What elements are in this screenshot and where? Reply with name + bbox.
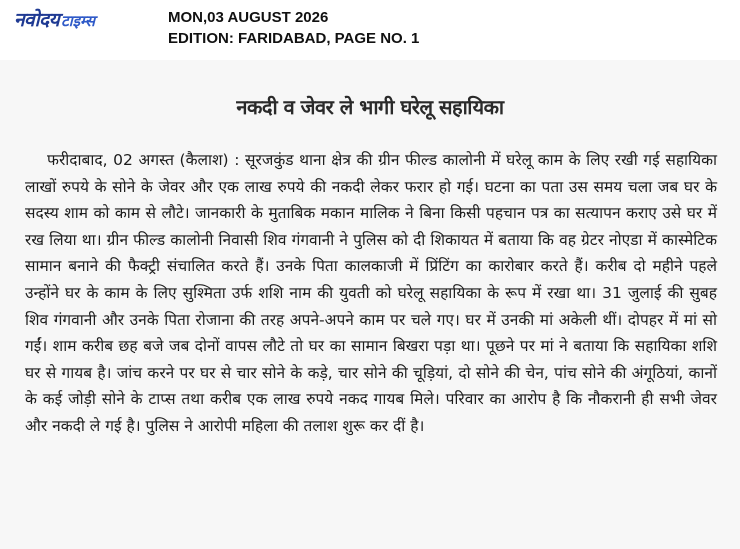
logo-sub-text: टाइम्स [61, 12, 95, 30]
article-body: फरीदाबाद, 02 अगस्त (कैलाश) : सूरजकुंड थाना क्षेत्र की ग्रीन फील्ड कालोनी में घरेलू काम के लिए रखी गई सहायिका लाखों रुपये के सोने के जेवर और एक लाख रुपये की नकदी लेकर फरार हो गई। घटना का पता उस समय चला जब घर के सदस्य शाम को काम से लौटे। जानकारी के मुताबिक मकान मालिक ने बिना किसी पहचान पत्र का सत्यापन कराए उसे घर में रख लिया था। ग्रीन फील्ड कालोनी निवासी शिव गंगवानी ने पुलिस को दी शिकायत में बताया कि वह ग्रेटर नोएडा में कास्मेटिक सामान बनाने की फैक्ट्री संचालित करते हैं। उनके पिता कालकाजी में प्रिंटिंग का कारोबार करते हैं। करीब दो महीने पहले उन्होंने घर के काम के लिए सुश्मिता उर्फ शशि नाम की युवती को घरेलू सहायिका के रूप में रखा था। 31 जुलाई की सुबह शिव गंगवानी और उनके पिता रोजाना की तरह अपने-अपने काम पर चले गए। घर में उनकी मां अकेली थीं। दोपहर में मां सो गईं। शाम करीब छह बजे जब दोनों वापस लौटे तो घर का सामान बिखरा पड़ा था। पूछने पर मां ने बताया कि सहायिका शशि घर से गायब है। जांच करने पर घर से चार सोने के कड़े, चार सोने की चूड़ियां, दो सोने की चेन, पांच सोने की अंगूठियां, कानों के कई जोड़ी सोने के टाप्स तथा करीब एक लाख रुपये नकद गायब मिले। परिवार का आरोप है कि नौकरानी ही सभी जेवर और नकदी ले गई है। पुलिस ने आरोपी महिला की तलाश शुरू कर दीं है। [25, 151, 717, 435]
edition-line: EDITION: FARIDABAD, PAGE NO. 1 [168, 30, 420, 47]
edition-info [168, 7, 419, 49]
article-headline: नकदी व जेवर ले भागी घरेलू सहायिका [236, 95, 504, 119]
date-line: MON,03 AUGUST 2026 [168, 9, 329, 26]
newspaper-logo [14, 6, 95, 30]
masthead-bar [0, 0, 740, 60]
logo-main-text: नवोदय [14, 9, 60, 31]
